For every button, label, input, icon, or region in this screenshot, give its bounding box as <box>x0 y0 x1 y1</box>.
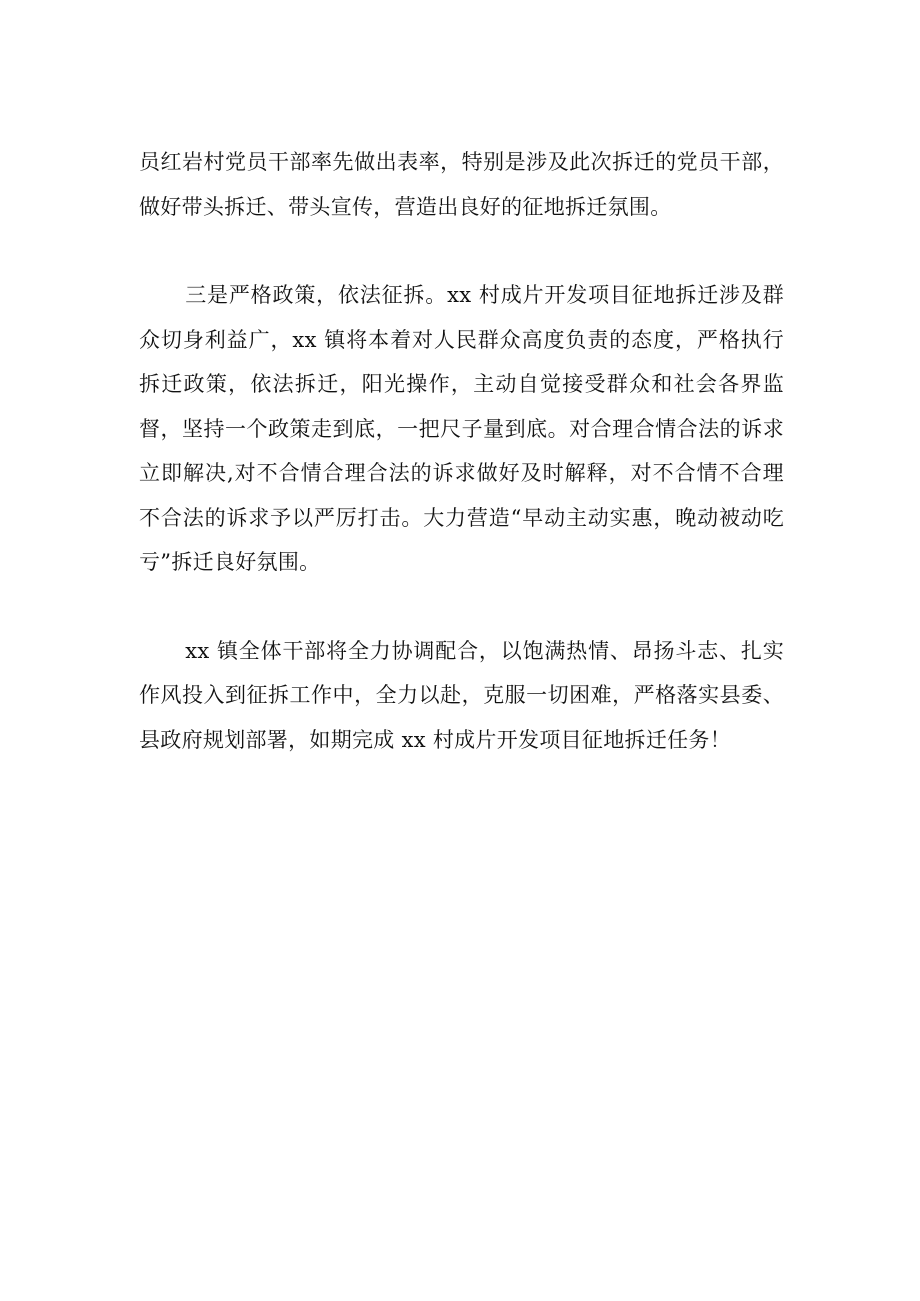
paragraph-conclusion: xx 镇全体干部将全力协调配合，以饱满热情、昂扬斗志、扎实作风投入到征拆工作中，全力以赴，克服一切困难，严格落实县委、县政府规划部署，如期完成 xx 村成片开发项目征地拆迁任务！ <box>139 638 784 752</box>
paragraph-spacer <box>139 585 784 629</box>
paragraph-policy: 三是严格政策，依法征拆。xx 村成片开发项目征地拆迁涉及群众切身利益广，xx 镇将本着对人民群众高度负责的态度，严格执行拆迁政策，依法拆迁，阳光操作，主动自觉接受群众和社会各界监督，坚持一个政策走到底，一把尺子量到底。对合理合情合法的诉求立即解决,对不合情合理合法的诉求做好及时解释，对不合情不合理不合法的诉求予以严厉打击。大力营造“早动主动实惠，晚动被动吃亏”拆迁良好氛围。 <box>139 283 784 574</box>
paragraph-spacer <box>139 229 784 273</box>
document-body <box>139 140 784 762</box>
paragraph-continuation: 员红岩村党员干部率先做出表率，特别是涉及此次拆迁的党员干部，做好带头拆迁、带头宣传，营造出良好的征地拆迁氛围。 <box>139 150 784 219</box>
